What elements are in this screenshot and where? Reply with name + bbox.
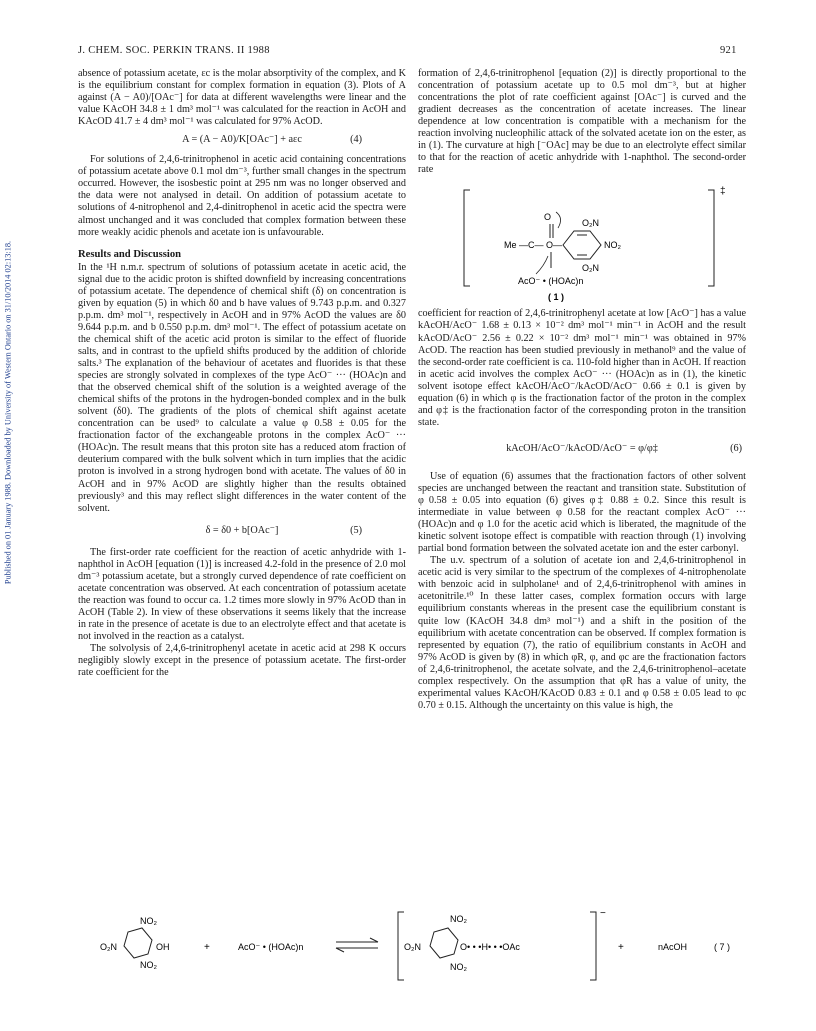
reactant-hydroxyl: OH [156, 942, 170, 952]
para-nitro-group: NO₂ [604, 240, 621, 251]
paragraph: In the ¹H n.m.r. spectrum of solutions of potassium acetate in acetic acid, the signal due to the acidic proton is shifted downfield by increasing concentrations of potassium acetate. The dependence of chemical shift (δ) on concentration is given by equation (5) in which δ0 and b have values of 9.743 p.p.m. and 0.327 p.p.m. dm³ mol⁻¹, respectively in AcOH and in 97% AcOD the values are δ0 9.644 p.p.m. and b 0.550 p.p.m. dm³ mol⁻¹. The effect of potassium acetate on the chemical shift of the acetic acid proton is similar to the effect of fluoride salts, and in contrast to the upfield shifts produced by the addition of chloride salts.³ The explanation of the behaviour of acetates and fluorides is that these species are strongly solvated in complexes of the type AcO⁻ ··· (HOAc)n and that the observed chemical shift of the solution is a weighted average of the chemical shifts of the protons in the hydrogen-bonded complex and in the bulk solvent (δ0). The gradients of the plots of chemical shift against acetate concentration can be used⁹ to calculate a value φ 0.58 ± 0.05 for the fractionation factor of the exchangeable protons in the complex AcO⁻ ··· (HOAc)n. The result means that this proton site has a reduced atom fraction of deuterium compared with the bulk solvent which in turn implies that the acidic proton is involved in a strong hydrogen bond with acetate. The values of δ0 in AcOH and in 97% AcOD are slightly higher than the results obtained previously³ and this may reflect slight differences in the water content of the solvent. [78, 261, 406, 514]
paragraph: The first-order rate coefficient for the reaction of acetic anhydride with 1-naphthol in AcOH [equation (1)] is increased 4.2-fold in the presence of 2.0 mol dm⁻³ potassium acetate, but a strongly curved dependence of rate coefficient on acetate concentration was observed. At each concentration of potassium acetate the reaction was found to occur ca. 1.2 times more slowly in 97% AcOD than in AcOH (Table 2). In view of these observations it seems likely that the increase in rate in the presence of acetate is due to an electrolyte effect and that acetate is not involved in the reaction as a catalyst. [78, 546, 406, 643]
product-nitro-bottom: NO₂ [450, 962, 467, 972]
dagger-symbol: ‡ [720, 186, 726, 198]
page-number: 921 [720, 45, 737, 56]
equation-number: (6) [730, 442, 742, 454]
product-nitro-left: O₂N [404, 942, 421, 952]
solvated-acetate: AcO⁻ • (HOAc)n [518, 276, 584, 287]
paragraph: For solutions of 2,4,6-trinitrophenol in acetic acid containing concentrations of potassium acetate above 0.1 mol dm⁻³, further small changes in the spectrum occurred. However, the isosbestic point at 295 nm was no longer observed and the data were not analysed in detail. On addition of potassium acetate to solutions of 4-nitrophenol and 2,4-dinitrophenol in acetic acid the spectra were almost unchanged and it was concluded that complex formation between these more weakly acidic phenols and acetate ion is unfavourable. [78, 154, 406, 238]
product-nitro-top: NO₂ [450, 914, 467, 924]
equation-6 [418, 443, 746, 455]
left-column [78, 68, 406, 679]
ortho-nitro-group: O₂N [582, 218, 599, 229]
structure-label: ( 1 ) [548, 292, 565, 303]
solvated-acetate: AcO⁻ • (HOAc)n [238, 942, 304, 952]
plus-sign: + [204, 942, 210, 953]
carbonyl-oxygen: O [544, 212, 552, 223]
equation-text: δ = δ0 + b[OAc⁻] [205, 524, 279, 536]
reactant-nitro-top: NO₂ [140, 916, 157, 926]
reactant-nitro-bottom: NO₂ [140, 960, 157, 970]
reactant-nitro-left: O₂N [100, 942, 117, 952]
liberated-acetic-acid: nAcOH [658, 942, 688, 952]
paragraph: The solvolysis of 2,4,6-trinitrophenyl acetate in acetic acid at 298 K occurs negligibly slowly except in the presence of potassium acetate. The first-order rate coefficient for the [78, 643, 406, 679]
equation-5 [78, 525, 406, 537]
equation-number: (5) [350, 524, 362, 536]
paragraph: The u.v. spectrum of a solution of acetate ion and 2,4,6-trinitrophenol in acetic acid is very similar to the spectrum of the complexes of 4-nitrophenolate with benzoic acid in sulpholane¹ and of 2,4,6-trinitrophenol with amines in acetonitrile.¹⁰ In these latter cases, complex formation occurs with large equilibrium constants whereas in the present case the equilibrium constant is quite low (KAcOH 34.8 dm³ mol⁻¹) and a shift in the position of the equilibrium with acetate concentration can be observed. If complex formation is represented by equation (7), the ratio of equilibrium constants in AcOH and 97% AcOD is given by (8) in which φR, φ, and φc are the fractionation factors of 2,4,6-trinitrophenol, the acetate solvate, and the 2,4,6-trinitrophenol–acetate complex respectively. On the assumption that φR has a value of unity, the experimental values KAcOH/KAcOD 0.83 ± 0.1 and φ 0.58 ± 0.05 lead to φc 0.70 ± 0.15. Although the uncertainty on this value is high, the [418, 555, 746, 711]
running-header: J. CHEM. SOC. PERKIN TRANS. II 1988 [78, 45, 270, 56]
equation-7-scheme [78, 908, 758, 988]
ortho-nitro-group-bottom: O₂N [582, 263, 599, 274]
paragraph: coefficient for reaction of 2,4,6-trinitrophenyl acetate at low [AcO⁻] has a value kAcOH/AcO⁻ 1.68 ± 0.13 × 10⁻² dm³ mol⁻¹ min⁻¹ in AcOH and the result kAcOD/AcO⁻ 2.56 ± 0.22 × 10⁻² dm³ mol⁻¹ min⁻¹ was obtained in 97% AcOD. The reaction has been studied previously in methanol⁹ and the value of the second-order rate coefficient is ca. 110-fold higher than in AcOH. If reaction in acetic acid involves the complex AcO⁻ ··· (HOAc)n as in (1), the kinetic solvent isotope effect kAcOH/AcO⁻/kAcOD/AcO⁻ 0.66 ± 0.1 is given by equation (6) in which φ is the fractionation factor of the proton in the complex and φ‡ is the fractionation factor of the corresponding proton in the transition state. [418, 308, 746, 428]
paragraph: formation of 2,4,6-trinitrophenol [equation (2)] is directly proportional to the concentration of potassium acetate up to 0.5 mol dm⁻³, but at higher concentrations the plot of rate coefficient against [OAc⁻] is curved and the gradient decreases as the concentration of acetate increases. The linear dependence at low concentration is compatible with a mechanism for the reaction involving nucleophilic attack of the solvated acetate ion on the ester, as in (1). The curvature at high [⁻OAc] may be due to an electrolyte effect similar to that for the reaction of acetic anhydride with 1-naphthol. The second-order rate [418, 68, 746, 176]
section-heading: Results and Discussion [78, 248, 182, 260]
complex-charge: − [600, 908, 606, 919]
equation-text: A = (A − A0)/K[OAc⁻] + aεc [182, 134, 302, 146]
plus-sign: + [618, 942, 624, 953]
equation-number: (4) [350, 134, 362, 146]
right-column [418, 68, 746, 712]
paragraph: absence of potassium acetate, εc is the molar absorptivity of the complex, and K is the equilibrium constant for complex formation in equation (3). Plots of A against (A − A0)/[OAc⁻] for data at different wavelengths were linear and the value KAcOH 34.8 ± 1 dm³ mol⁻¹ was calculated for the reaction in AcOH and KAcOD 41.7 ± 4 dm³ mol⁻¹ was calculated for 97% AcOD. [78, 68, 406, 128]
paragraph: Use of equation (6) assumes that the fractionation factors of other solvent species are unchanged between the reactant and transition state. Substitution of φ 0.58 ± 0.05 into equation (6) gives φ‡ 0.88 ± 0.2. Since this result is intermediate in value between φ 0.58 for the reactant complex AcO⁻ ··· (HOAc)n and φ 1.0 for the acetic acid which is liberated, the magnitude of the kinetic solvent isotope effect is compatible with reaction through (1) involving partial bond formation between the solvated acetate ion and the ester carbonyl. [418, 470, 746, 555]
equation-4 [78, 134, 406, 146]
scheme-1-structure [418, 178, 746, 306]
download-watermark: Published on 01 January 1988. Downloaded by University of Western Ontario on 31/10/2014 02:13:18. [3, 240, 13, 585]
hydrogen-bond-chain: O• • •H• • •OAc [460, 942, 520, 952]
ester-chain: Me —C— O— [504, 240, 563, 251]
equation-number: ( 7 ) [714, 942, 731, 952]
equation-text: kAcOH/AcO⁻/kAcOD/AcO⁻ = φ/φ‡ [506, 442, 658, 454]
